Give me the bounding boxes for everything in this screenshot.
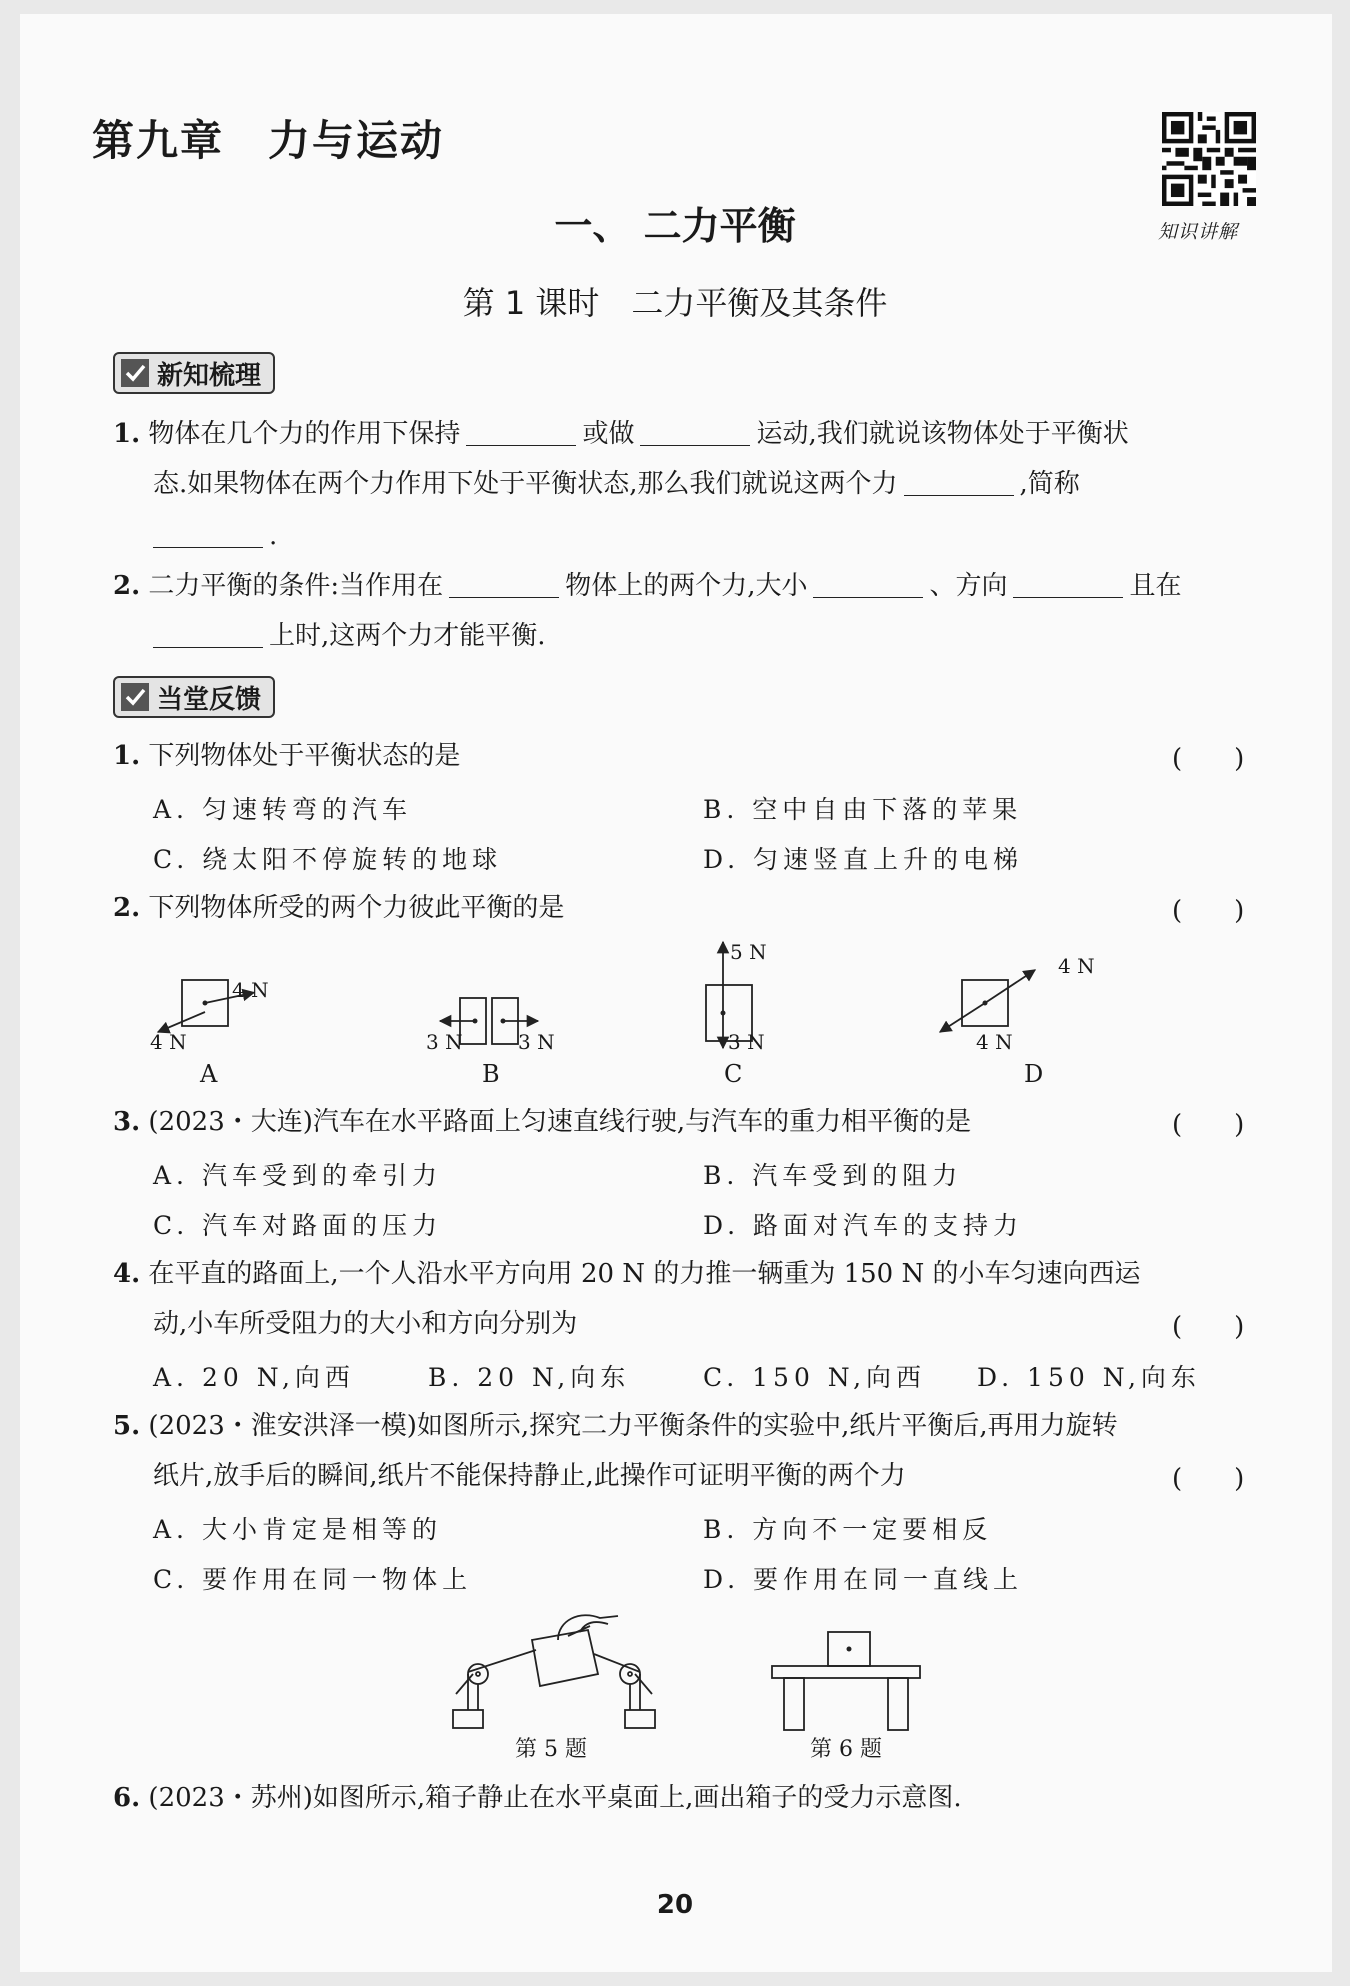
option-b[interactable]: B. 汽车受到的阻力: [703, 1161, 963, 1190]
question-number: 5.: [113, 1411, 141, 1441]
question-number: 1.: [113, 741, 141, 771]
question-text: (2023・大连)汽车在水平路面上匀速直线行驶,与汽车的重力相平衡的是: [148, 1107, 972, 1137]
diagram-a-caption: A: [200, 1060, 218, 1088]
option-d[interactable]: D. 要作用在同一直线上: [703, 1565, 1024, 1594]
option-d[interactable]: D. 路面对汽车的支持力: [703, 1211, 1024, 1240]
section-tag-feedback: [113, 676, 275, 718]
text: 运动,我们就说该物体处于平衡状: [756, 419, 1129, 449]
text: .: [269, 521, 278, 551]
answer-parentheses[interactable]: ( ): [1172, 1464, 1245, 1494]
chapter-title: 第九章 力与运动: [92, 116, 445, 165]
diagram-a-label-top: 4 N: [232, 978, 269, 1002]
option-b[interactable]: B. 20 N,向东: [428, 1363, 631, 1392]
option-c[interactable]: C. 汽车对路面的压力: [153, 1211, 443, 1240]
answer-parentheses[interactable]: ( ): [1172, 896, 1245, 926]
option-a[interactable]: A. 汽车受到的牵引力: [153, 1161, 442, 1190]
option-b[interactable]: B. 空中自由下落的苹果: [703, 795, 1023, 824]
answer-blank[interactable]: [640, 419, 750, 446]
diagram-b-label-right: 3 N: [518, 1030, 555, 1054]
answer-parentheses[interactable]: ( ): [1172, 744, 1245, 774]
question-number: 4.: [113, 1259, 141, 1289]
page-number: 20: [656, 1890, 694, 1920]
diagram-c-caption: C: [724, 1060, 743, 1088]
knowledge-q1-line1: [113, 416, 1129, 452]
knowledge-q1-line3: [153, 518, 277, 554]
question-text: 在平直的路面上,一个人沿水平方向用 20 N 的力推一辆重为 150 N 的小车匀速向西运: [148, 1259, 1141, 1289]
text: 态.如果物体在两个力作用下处于平衡状态,那么我们就说这两个力: [153, 469, 898, 499]
text: 、方向: [929, 571, 1008, 601]
option-d[interactable]: D. 匀速竖直上升的电梯: [703, 845, 1024, 874]
diagram-d-arrow-up: [985, 970, 1035, 1003]
lesson-title: 第 1 课时 二力平衡及其条件: [462, 284, 888, 322]
answer-blank[interactable]: [904, 469, 1014, 496]
question-number: 2.: [113, 571, 141, 601]
question-number: 3.: [113, 1107, 141, 1137]
answer-parentheses[interactable]: ( ): [1172, 1312, 1245, 1342]
figure-6-caption: 第 6 题: [810, 1737, 882, 1762]
question-6-stem: [113, 1780, 962, 1816]
text: 上时,这两个力才能平衡.: [269, 621, 546, 651]
diagram-b-label-left: 3 N: [426, 1030, 463, 1054]
question-5-stem-line1: [113, 1408, 1118, 1444]
diagram-a-label-bottom: 4 N: [150, 1030, 187, 1054]
force-diagrams: [140, 930, 1120, 1090]
qr-caption: 知识讲解: [1158, 221, 1239, 243]
text: 物体上的两个力,大小: [565, 571, 808, 601]
diagram-d-label-bottom: 4 N: [976, 1030, 1013, 1054]
figure-5-caption: 第 5 题: [515, 1737, 587, 1762]
answer-blank[interactable]: [153, 521, 263, 548]
knowledge-q2-line2: [153, 618, 546, 654]
text: 二力平衡的条件:当作用在: [148, 571, 444, 601]
answer-blank[interactable]: [813, 571, 923, 598]
checkmark-icon: [121, 683, 149, 711]
section-title: 一、 二力平衡: [554, 204, 796, 248]
option-c[interactable]: C. 绕太阳不停旋转的地球: [153, 845, 503, 874]
figure-6-box-on-table: [772, 1632, 920, 1730]
option-c[interactable]: C. 要作用在同一物体上: [153, 1565, 473, 1594]
diagram-c-label-top: 5 N: [730, 940, 767, 964]
option-d[interactable]: D. 150 N,向东: [977, 1363, 1201, 1392]
question-1-stem: [113, 738, 460, 774]
answer-blank[interactable]: [153, 621, 263, 648]
question-2-stem: [113, 890, 564, 926]
question-4-stem-line2: 动,小车所受阻力的大小和方向分别为: [153, 1309, 578, 1339]
section-tag-new-knowledge: [113, 352, 275, 394]
answer-blank[interactable]: [466, 419, 576, 446]
tag-label: 当堂反馈: [157, 684, 262, 715]
question-text: (2023・苏州)如图所示,箱子静止在水平桌面上,画出箱子的受力示意图.: [148, 1783, 962, 1813]
question-text: (2023・淮安洪泽一模)如图所示,探究二力平衡条件的实验中,纸片平衡后,再用力旋转: [148, 1411, 1118, 1441]
question-4-stem-line1: [113, 1256, 1141, 1292]
option-b[interactable]: B. 方向不一定要相反: [703, 1515, 993, 1544]
figure-5-apparatus: [453, 1615, 655, 1728]
text: 物体在几个力的作用下保持: [148, 419, 461, 449]
tag-label: 新知梳理: [157, 360, 262, 391]
checkmark-icon: [121, 359, 149, 387]
question-5-stem-line2: 纸片,放手后的瞬间,纸片不能保持静止,此操作可证明平衡的两个力: [153, 1461, 906, 1491]
option-a[interactable]: A. 大小肯定是相等的: [153, 1515, 442, 1544]
diagram-d-caption: D: [1024, 1060, 1044, 1088]
option-c[interactable]: C. 150 N,向西: [703, 1363, 927, 1392]
answer-parentheses[interactable]: ( ): [1172, 1110, 1245, 1140]
option-a[interactable]: A. 匀速转弯的汽车: [153, 795, 412, 824]
diagram-c-label-bottom: 3 N: [728, 1030, 765, 1054]
text: 且在: [1129, 571, 1182, 601]
question-number: 2.: [113, 893, 141, 923]
knowledge-q1-line2: [153, 466, 1080, 502]
text: ,简称: [1019, 469, 1080, 499]
diagram-d-label-top: 4 N: [1058, 954, 1095, 978]
diagram-b-caption: B: [482, 1060, 500, 1088]
figures-5-6: [440, 1610, 940, 1740]
qr-code-icon[interactable]: [1162, 112, 1256, 206]
question-number: 1.: [113, 419, 141, 449]
question-3-stem: [113, 1104, 971, 1140]
answer-blank[interactable]: [1013, 571, 1123, 598]
text: 或做: [582, 419, 635, 449]
question-number: 6.: [113, 1783, 141, 1813]
question-text: 下列物体所受的两个力彼此平衡的是: [148, 893, 565, 923]
option-a[interactable]: A. 20 N,向西: [153, 1363, 355, 1392]
question-text: 下列物体处于平衡状态的是: [148, 741, 461, 771]
answer-blank[interactable]: [449, 571, 559, 598]
knowledge-q2-line1: [113, 568, 1181, 604]
